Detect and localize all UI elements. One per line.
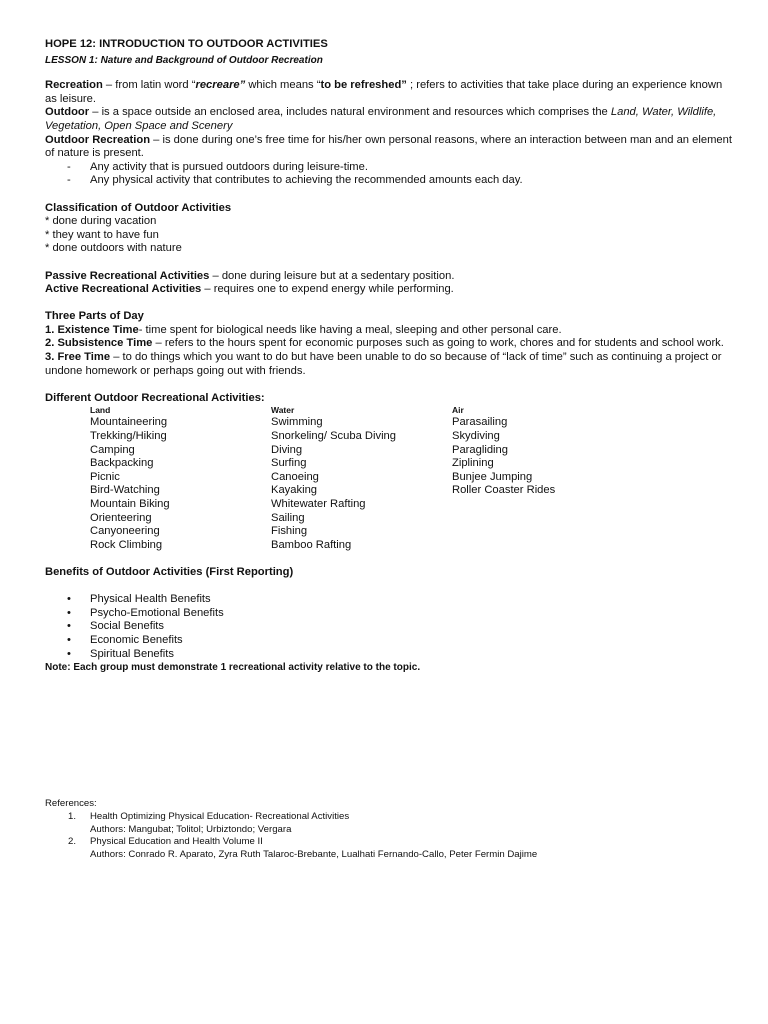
benefit-item: • Physical Health Benefits <box>63 593 735 607</box>
list-item: - Any activity that is pursued outdoors during leisure-time. <box>63 161 735 175</box>
activity-water: Fishing <box>271 525 308 538</box>
column-header-land: Land <box>90 405 111 416</box>
activity-land: Canyoneering <box>90 525 160 538</box>
activity-land: Mountain Biking <box>90 498 170 510</box>
list-item: * done during vacation <box>45 215 157 228</box>
activity-air <box>452 539 633 553</box>
reference-title: Health Optimizing Physical Education- Recreational Activities <box>90 810 350 822</box>
reference-item <box>68 836 735 849</box>
activity-water: Swimming <box>271 416 323 429</box>
outdoor-term: Outdoor <box>45 106 90 119</box>
list-item: * done outdoors with nature <box>45 242 182 255</box>
active-term: Active Recreational Activities <box>45 283 202 296</box>
free-time-term: 3. Free Time <box>45 351 111 364</box>
outdoor-recreation-definition <box>45 134 735 161</box>
references-section <box>45 798 735 862</box>
list-item: * they want to have fun <box>45 228 159 241</box>
activity-land: Camping <box>90 443 135 456</box>
activity-land: Backpacking <box>90 457 154 470</box>
activity-water: Sailing <box>271 511 305 524</box>
passive-text: – done during leisure but at a sedentary position. <box>209 269 455 282</box>
subsistence-time <box>45 337 735 351</box>
activity-air: Paragliding <box>452 443 508 456</box>
free-time <box>45 351 735 378</box>
active-text: – requires one to expend energy while performing. <box>201 283 454 296</box>
lesson-subtitle: LESSON 1: Nature and Background of Outdoor Recreation <box>45 54 323 66</box>
group-note: Note: Each group must demonstrate 1 recreational activity relative to the topic. <box>45 662 421 674</box>
activity-land: Mountaineering <box>90 416 168 429</box>
recreation-text-3: ; refers to activities that take place during an experience known as leisure. <box>45 79 723 105</box>
outdoor-recreation-term: Outdoor Recreation <box>45 133 151 146</box>
recreation-definition <box>45 79 735 106</box>
activity-air: Parasailing <box>452 416 508 429</box>
activity-air: Skydiving <box>452 430 500 443</box>
activity-air <box>452 498 633 512</box>
activities-table <box>90 405 735 552</box>
free-time-text: – to do things which you want to do but have been unable to do so because of “lack of time” such as continuing a project or undone homework or perhaps going out with friends. <box>45 351 722 377</box>
benefits-heading: Benefits of Outdoor Activities (First Reporting) <box>45 565 294 578</box>
activity-air: Bunjee Jumping <box>452 470 533 483</box>
activity-water: Whitewater Rafting <box>271 498 366 510</box>
activity-water: Surfing <box>271 457 307 470</box>
classification-heading: Classification of Outdoor Activities <box>45 201 232 214</box>
passive-definition <box>45 270 735 284</box>
reference-authors: Authors: Mangubat; Tolitol; Urbiztondo; Vergara <box>90 823 292 835</box>
recreation-text-1: – from latin word “ <box>102 79 196 92</box>
list-item: - Any physical activity that contributes to achieving the recommended amounts each day. <box>63 174 735 188</box>
active-definition <box>45 283 735 297</box>
references-list <box>45 811 735 862</box>
activity-water: Diving <box>271 443 303 456</box>
reference-item <box>68 811 735 824</box>
recreation-meaning: to be refreshed” <box>320 79 407 92</box>
passive-term: Passive Recreational Activities <box>45 269 210 282</box>
references-heading: References: <box>45 798 97 809</box>
activity-land: Trekking/Hiking <box>90 430 167 443</box>
benefit-item: • Economic Benefits <box>63 634 735 648</box>
activity-air <box>452 512 633 526</box>
activity-water: Bamboo Rafting <box>271 538 352 551</box>
recreation-term: Recreation <box>45 79 103 92</box>
document-title: HOPE 12: INTRODUCTION TO OUTDOOR ACTIVITIES <box>45 38 328 50</box>
activity-air <box>452 525 633 539</box>
activity-air: Ziplining <box>452 457 494 470</box>
existence-term: 1. Existence Time <box>45 323 139 336</box>
activity-water: Canoeing <box>271 470 319 483</box>
outdoor-definition <box>45 106 735 133</box>
outdoor-text: – is a space outside an enclosed area, includes natural environment and resources which comprises the <box>89 106 611 119</box>
outdoor-recreation-list <box>45 161 735 188</box>
existence-time <box>45 324 735 338</box>
outdoor-recreation-text: – is done during one’s free time for his/her own personal reasons, where an interaction between man and an element of nature is present. <box>45 133 732 160</box>
recreation-text-2: which means “ <box>245 79 321 92</box>
subsistence-text: – refers to the hours spent for economic purposes such as going to work, chores and for students and school work. <box>152 337 724 350</box>
activity-water: Kayaking <box>271 484 318 497</box>
column-header-water: Water <box>271 405 295 416</box>
activity-land: Bird-Watching <box>90 484 160 497</box>
reference-title: Physical Education and Health Volume II <box>90 836 263 848</box>
three-parts-heading: Three Parts of Day <box>45 310 144 323</box>
benefit-item: • Psycho-Emotional Benefits <box>63 607 735 621</box>
activity-land: Rock Climbing <box>90 538 163 551</box>
reference-number: 1. <box>68 810 77 822</box>
benefits-list <box>45 593 735 661</box>
reference-number: 2. <box>68 836 77 848</box>
activity-air: Roller Coaster Rides <box>452 484 556 497</box>
benefit-item: • Spiritual Benefits <box>63 648 735 662</box>
subsistence-term: 2. Subsistence Time <box>45 337 153 350</box>
outdoor-elements: Land, Water, Wildlife, Vegetation, Open Space and Scenery <box>45 106 717 132</box>
reference-authors: Authors: Conrado R. Aparato, Zyra Ruth Talaroc-Brebante, Lualhati Fernando-Callo, Peter Fermin Dajime <box>90 849 538 861</box>
activity-land: Picnic <box>90 470 120 483</box>
column-header-air: Air <box>452 405 464 416</box>
activity-land: Orienteering <box>90 511 152 524</box>
document-body <box>45 38 735 675</box>
activities-heading: Different Outdoor Recreational Activities: <box>45 391 265 404</box>
activity-water: Snorkeling/ Scuba Diving <box>271 430 396 443</box>
recreare-word: recreare” <box>195 79 246 92</box>
existence-text: - time spent for biological needs like having a meal, sleeping and other personal care. <box>138 323 562 336</box>
benefit-item: • Social Benefits <box>63 620 735 634</box>
